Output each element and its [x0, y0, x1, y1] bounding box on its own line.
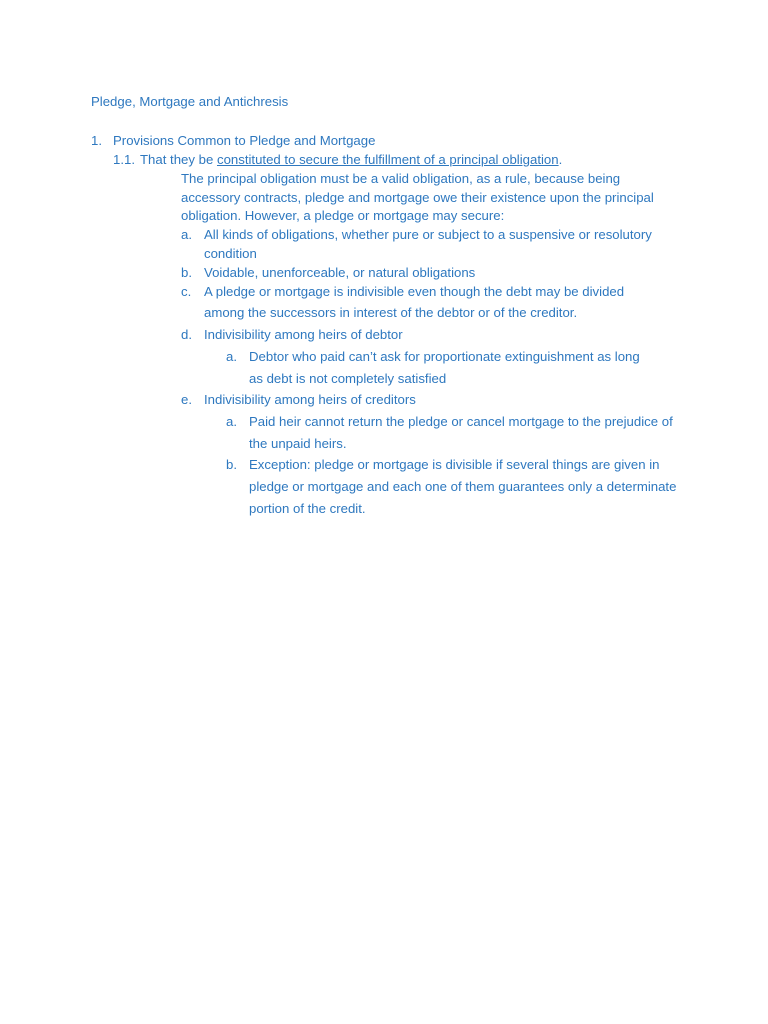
item-b-line-1: Voidable, unenforceable, or natural obligations — [204, 265, 476, 280]
paragraph-line-2: accessory contracts, pledge and mortgage owe their existence upon the principal — [181, 190, 654, 205]
item-c-marker: c. — [181, 284, 192, 299]
item-e-sub-a-marker: a. — [226, 414, 237, 429]
item-d-sub-a-line-2: as debt is not completely satisfied — [249, 371, 447, 386]
item-e-sub-b-marker: b. — [226, 457, 237, 472]
section-1-number: 1. — [91, 133, 102, 148]
subsection-1-1-number: 1.1. — [113, 152, 135, 167]
item-c-line-1: A pledge or mortgage is indivisible even though the debt may be divided — [204, 284, 625, 299]
item-a-line-1: All kinds of obligations, whether pure or subject to a suspensive or resolutory — [204, 227, 652, 242]
subsection-1-1-text — [140, 151, 562, 169]
item-e-sub-b-line-1: Exception: pledge or mortgage is divisible if several things are given in — [249, 457, 660, 472]
item-e-sub-a-line-2: the unpaid heirs. — [249, 436, 347, 451]
item-d-marker: d. — [181, 327, 192, 342]
item-e-sub-a-line-1: Paid heir cannot return the pledge or cancel mortgage to the prejudice of — [249, 414, 673, 429]
item-c-line-2: among the successors in interest of the debtor or of the creditor. — [204, 305, 578, 320]
section-1-heading: Provisions Common to Pledge and Mortgage — [113, 133, 376, 148]
item-a-marker: a. — [181, 227, 192, 242]
item-d-line-1: Indivisibility among heirs of debtor — [204, 327, 403, 342]
subsection-1-1-prefix: That they be — [140, 152, 217, 167]
subsection-1-1-underlined: constituted to secure the fulfillment of a principal obligation — [216, 152, 559, 167]
item-e-marker: e. — [181, 392, 192, 407]
item-b-marker: b. — [181, 265, 192, 280]
paragraph-line-1: The principal obligation must be a valid obligation, as a rule, because being — [181, 171, 621, 186]
item-d-sub-a-marker: a. — [226, 349, 237, 364]
document-title: Pledge, Mortgage and Antichresis — [91, 94, 289, 109]
item-e-sub-b-line-2: pledge or mortgage and each one of them guarantees only a determinate — [249, 479, 677, 494]
subsection-1-1-suffix: . — [558, 152, 563, 167]
item-d-sub-a-line-1: Debtor who paid can’t ask for proportionate extinguishment as long — [249, 349, 640, 364]
item-e-line-1: Indivisibility among heirs of creditors — [204, 392, 416, 407]
item-a-line-2: condition — [204, 246, 257, 261]
item-e-sub-b-line-3: portion of the credit. — [249, 501, 366, 516]
paragraph-line-3: obligation. However, a pledge or mortgage may secure: — [181, 208, 505, 223]
